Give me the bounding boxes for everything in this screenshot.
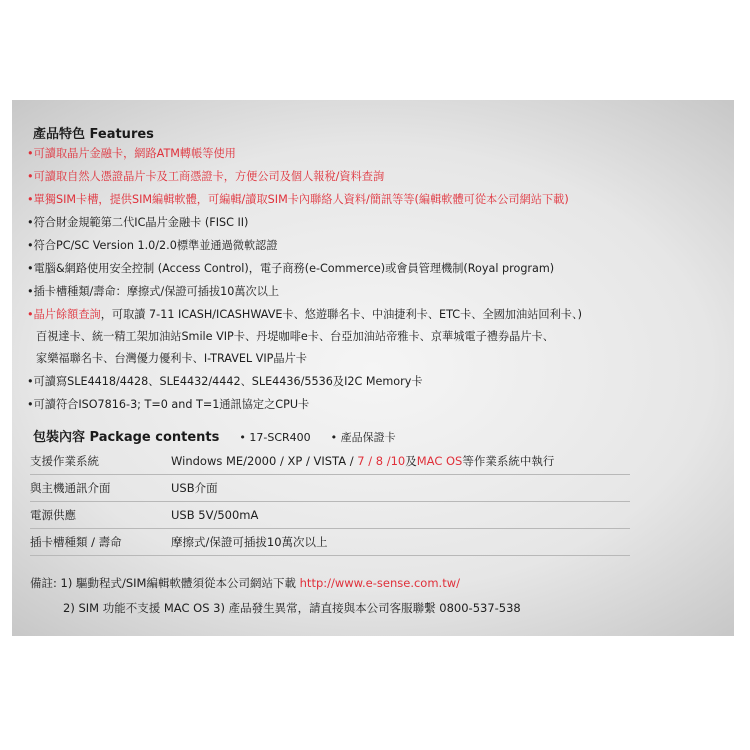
feature-bullet-7: •插卡槽種類/壽命：摩擦式/保證可插拔10萬次以上	[27, 285, 280, 298]
os-windows-versions: 7 / 8 /10	[357, 454, 406, 468]
feature-bullet-3: •單獨SIM卡槽，提供SIM編輯軟體，可編輯/讀取SIM卡內聯絡人資料/簡訊等等(編輯軟體可從本公司網站下載)	[27, 193, 569, 206]
spec-power-value: USB 5V/500mA	[171, 502, 630, 529]
spec-slot-label: 插卡槽種類 / 壽命	[30, 529, 171, 556]
balance-cards-line-3: 家樂福聯名卡、台灣優力優利卡、I-TRAVEL VIP晶片卡	[36, 352, 307, 365]
package-heading	[33, 426, 396, 445]
note-line-1	[30, 575, 460, 591]
feature-bullet-1: •可讀取晶片金融卡，網路ATM轉帳等使用	[27, 147, 236, 160]
features-heading: 產品特色 Features	[33, 127, 154, 142]
feature-bullet-5: •符合PC/SC Version 1.0/2.0標準並通過微軟認證	[27, 239, 278, 252]
spec-power-label: 電源供應	[30, 502, 171, 529]
spec-comm-value: USB介面	[171, 475, 630, 502]
spec-os-label: 支援作業系統	[30, 448, 171, 475]
balance-query-label: •晶片餘額查詢	[27, 308, 101, 321]
table-row	[30, 448, 630, 475]
package-item-warranty: • 產品保證卡	[330, 431, 396, 444]
package-title: 包裝內容 Package contents	[33, 430, 220, 445]
feature-bullet-sle: •可讀寫SLE4418/4428、SLE4432/4442、SLE4436/5536及I2C Memory卡	[27, 375, 423, 388]
spec-slot-value: 摩擦式/保證可插拔10萬次以上	[171, 529, 630, 556]
spec-comm-label: 與主機通訊介面	[30, 475, 171, 502]
website-link[interactable]: http://www.e-sense.com.tw/	[299, 576, 460, 590]
balance-cards-line-2: 百視達卡、統一精工架加油站Smile VIP卡、丹堤咖啡e卡、台亞加油站帝雅卡、京華城電子禮券晶片卡、	[36, 330, 554, 343]
os-prefix: Windows ME/2000 / XP / VISTA /	[171, 454, 358, 468]
feature-bullet-iso: •可讀符合ISO7816-3; T=0 and T=1通訊協定之CPU卡	[27, 398, 310, 411]
note-driver-text: 備註: 1) 驅動程式/SIM編輯軟體須從本公司網站下載	[30, 576, 300, 590]
table-row	[30, 529, 630, 556]
package-item-reader: • 17-SCR400	[239, 431, 311, 444]
os-and: 及	[405, 454, 417, 468]
feature-bullet-4: •符合財金規範第二代IC晶片金融卡 (FISC II)	[27, 216, 249, 229]
table-row	[30, 475, 630, 502]
feature-bullet-6: •電腦&網路使用安全控制 (Access Control)，電子商務(e-Commerce)或會員管理機制(Royal program)	[27, 262, 555, 275]
feature-bullet-balance	[27, 307, 582, 323]
balance-query-text: ，可取讀 7-11 ICASH/ICASHWAVE卡、悠遊聯名卡、中油捷利卡、ETC卡、全國加油站回利卡、)	[100, 308, 582, 321]
spec-os-value	[171, 448, 630, 475]
table-row	[30, 502, 630, 529]
product-info-panel	[12, 100, 734, 636]
os-suffix: 等作業系統中執行	[462, 454, 555, 468]
note-line-2: 2) SIM 功能不支援 MAC OS 3) 產品發生異常，請直接與本公司客服聯繫 0800-537-538	[63, 601, 521, 615]
feature-bullet-2: •可讀取自然人憑證晶片卡及工商憑證卡，方便公司及個人報稅/資料查詢	[27, 170, 385, 183]
os-mac: MAC OS	[416, 454, 463, 468]
spec-table	[30, 448, 630, 556]
